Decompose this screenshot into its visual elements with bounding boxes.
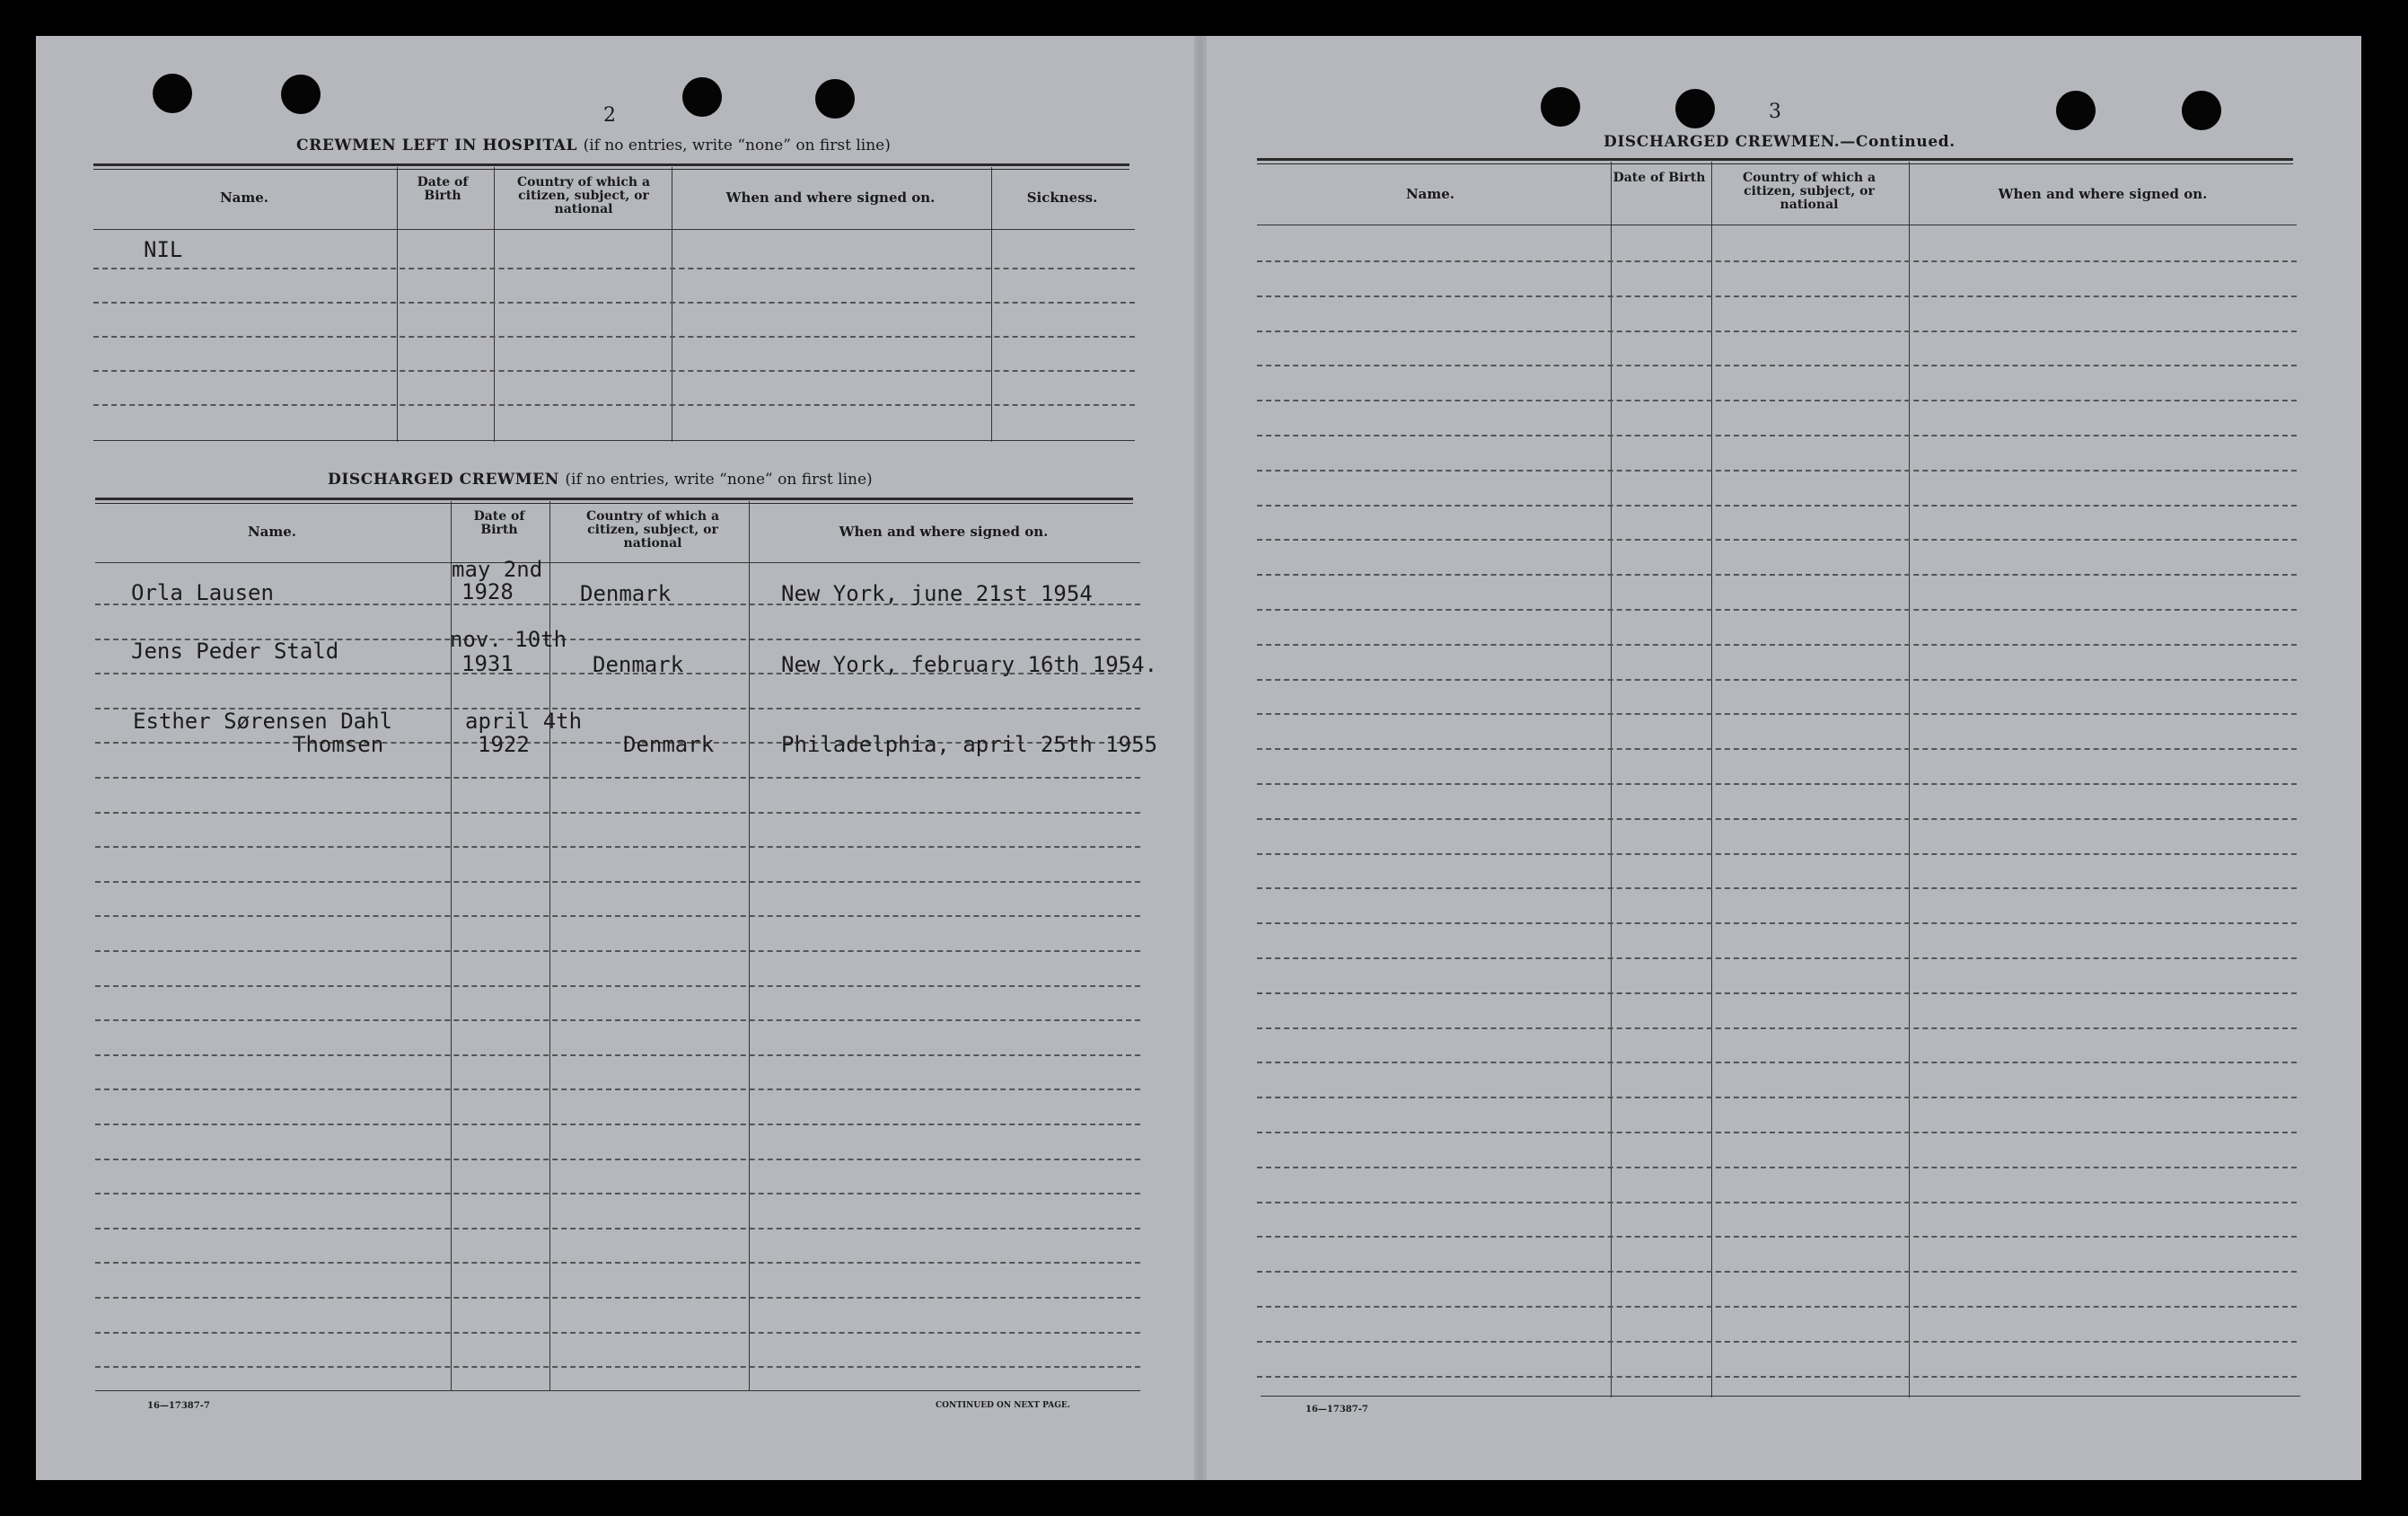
col-header-dob: Date of Birth [417,175,469,203]
page-number: 2 [603,104,616,127]
hospital-entry-line [93,302,1135,304]
entry-line [95,915,1140,917]
discharged-col-divider [749,501,750,1390]
discharged-header-rule [95,562,1140,563]
entry-line [1257,574,2297,576]
punch-hole [1541,87,1580,127]
col-header-country: Country of which a citizen, subject, or national [585,509,720,551]
entry-line [1257,644,2297,646]
entry-1-dob-day: may 2nd [452,557,543,582]
entry-line [1257,295,2297,297]
entry-3-dob-year: 1922 [478,732,530,757]
entry-line [1257,679,2297,681]
col-header-name: Name. [1405,186,1455,202]
right-top-rule [1257,158,2293,161]
entry-line [95,1262,1140,1264]
discharged-note: (if no entries, write “none” on first line) [565,471,873,489]
hospital-section-title [296,137,891,154]
entry-line [1257,1132,2297,1133]
hospital-top-rule [93,163,1129,166]
entry-line [1257,1062,2297,1063]
hospital-col-divider [494,167,495,442]
entry-2-dob-day: nov. 10th [450,627,567,652]
entry-line [95,1366,1140,1368]
hospital-entry-line [93,404,1135,406]
col-header-country: Country of which a citizen, subject, or national [516,175,651,216]
entry-line [1257,435,2297,436]
entry-line [95,1089,1140,1090]
entry-line [1257,1306,2297,1308]
entry-line [95,1124,1140,1125]
entry-line [1257,1271,2297,1273]
entry-3-name-cont: Thomsen [293,732,384,757]
entry-line [1257,783,2297,785]
punch-hole [1675,89,1715,128]
entry-line [1257,609,2297,611]
hospital-title: CREWMEN LEFT IN HOSPITAL [296,137,578,154]
punch-hole [815,79,855,119]
entry-line [1257,1202,2297,1203]
entry-1-name: Orla Lausen [131,580,274,605]
col-header-signed: When and where signed on. [725,190,936,206]
entry-line [1257,992,2297,994]
hospital-col-divider [397,167,398,442]
entry-1-signed: New York, june 21st 1954 [781,581,1093,606]
entry-line [1257,922,2297,924]
col-header-signed: When and where signed on. [1998,186,2208,202]
entry-line [1257,1097,2297,1098]
entry-3-dob-day: april 4th [465,709,583,734]
entry-2-dob-year: 1931 [461,651,514,676]
entry-line [95,1297,1140,1299]
form-number: 16—17387-7 [1305,1405,1368,1415]
hospital-col-divider [991,167,992,442]
entry-line [1257,887,2297,889]
page-spine [1194,36,1207,1480]
col-header-dob: Date of Birth [1613,171,1706,185]
entry-2-country: Denmark [593,652,684,677]
entry-line [95,1054,1140,1056]
entry-line [1257,748,2297,750]
punch-hole [2056,91,2096,130]
entry-line [1257,400,2297,401]
continued-note: CONTINUED ON NEXT PAGE. [936,1401,1070,1410]
discharged-top-rule [95,498,1133,500]
entry-1-dob-year: 1928 [461,579,514,604]
entry-line [95,881,1140,883]
punch-hole [281,75,321,114]
entry-line [1257,365,2297,366]
hospital-entry-nil: NIL [144,237,183,262]
entry-line [95,1159,1140,1160]
entry-line [1257,853,2297,855]
entry-line [1257,1376,2297,1378]
entry-line [1257,260,2297,262]
col-header-country: Country of which a citizen, subject, or national [1742,171,1876,212]
discharged-continued-title: DISCHARGED CREWMEN.—Continued. [1604,133,1955,151]
entry-line [1257,1027,2297,1029]
entry-line [1257,331,2297,332]
entry-3-signed: Philadelphia, april 25th 1955 [781,732,1158,757]
right-col-divider [1909,162,1910,1397]
entry-3-country: Denmark [623,732,715,757]
hospital-bottom-rule [93,440,1135,441]
entry-line [95,1019,1140,1021]
discharged-bottom-rule [95,1390,1140,1391]
right-col-divider [1711,162,1712,1397]
entry-line [1257,1236,2297,1238]
entry-line [95,846,1140,848]
entry-line [1257,957,2297,959]
entry-line [95,1332,1140,1334]
entry-line [1257,1167,2297,1168]
form-number: 16—17387-7 [147,1401,210,1411]
col-header-dob: Date of Birth [473,509,525,537]
entry-line [95,1193,1140,1194]
entry-line [95,812,1140,814]
entry-3-name: Esther Sørensen Dahl [133,709,392,734]
entry-1-country: Denmark [580,581,672,606]
entry-line [1257,505,2297,507]
page-number: 3 [1769,101,1781,123]
discharged-section-title [328,471,873,489]
hospital-entry-line [93,268,1135,269]
entry-line [95,950,1140,952]
col-header-sickness: Sickness. [1026,190,1098,206]
hospital-entry-line [93,336,1135,338]
hospital-entry-line [93,370,1135,372]
entry-line [1257,539,2297,541]
entry-line [95,777,1140,779]
col-header-name: Name. [247,524,297,540]
hospital-note: (if no entries, write “none” on first line) [583,137,891,154]
entry-2-signed: New York, february 16th 1954. [781,652,1158,677]
hospital-header-rule [93,229,1135,230]
entry-line [1257,1341,2297,1343]
entry-line [95,1228,1140,1230]
entry-line [1257,818,2297,820]
right-col-divider [1611,162,1612,1397]
entry-line [1257,713,2297,715]
entry-line [95,985,1140,987]
discharged-title: DISCHARGED CREWMEN [328,471,559,489]
punch-hole [153,74,192,113]
col-header-signed: When and where signed on. [839,524,1049,540]
punch-hole [682,77,722,117]
entry-2-name: Jens Peder Stald [131,639,339,664]
punch-hole [2182,91,2221,130]
entry-line [1257,470,2297,472]
col-header-name: Name. [219,190,269,206]
right-bottom-rule [1261,1396,2300,1397]
